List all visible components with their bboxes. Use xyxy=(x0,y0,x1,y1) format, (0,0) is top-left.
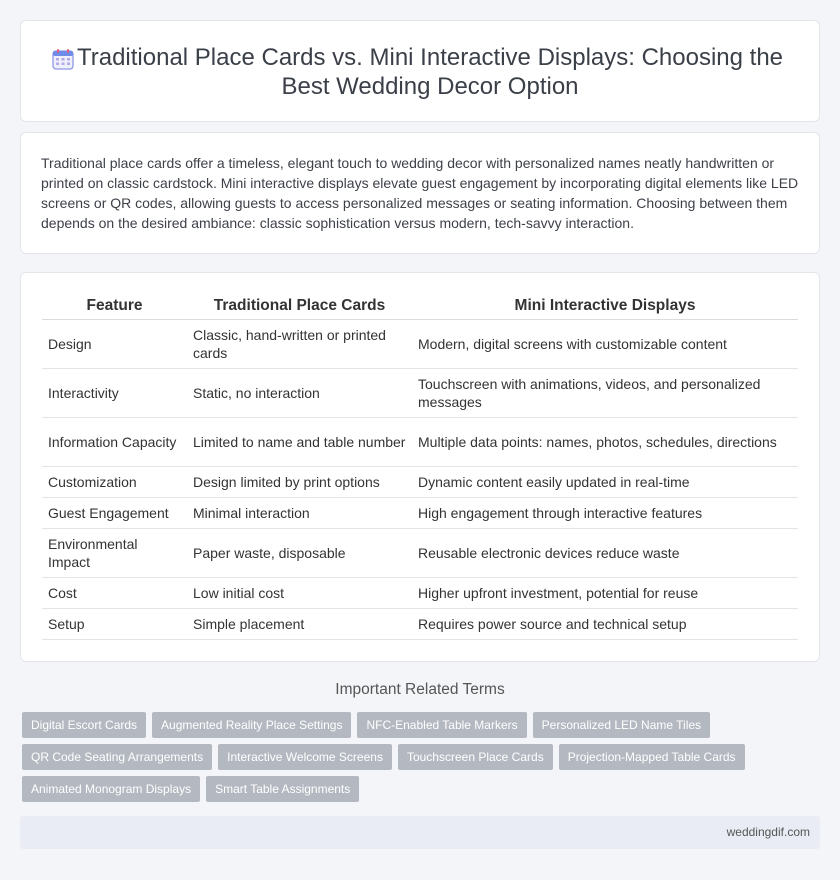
header-card xyxy=(20,20,820,122)
table-row xyxy=(42,368,798,417)
table-row xyxy=(42,417,798,466)
intro-paragraph: Traditional place cards offer a timeless, elegant touch to wedding decor with personalized names neatly handwritten or printed on classic cardstock. Mini interactive displays elevate guest engagement by incorporating digital elements like LED screens or QR codes, allowing guests to access personalized messages or seating information. Choosing between them depends on the desired ambiance: classic sophistication versus modern, tech-savvy interaction. xyxy=(41,155,799,231)
related-term-tag[interactable]: Personalized LED Name Tiles xyxy=(533,712,710,738)
table-cell: Design limited by print options xyxy=(187,466,412,497)
table-cell: Cost xyxy=(42,577,187,608)
site-credit[interactable]: weddingdif.com xyxy=(726,825,810,839)
table-cell: Interactivity xyxy=(42,368,187,417)
table-row xyxy=(42,608,798,639)
comparison-table xyxy=(42,295,798,640)
related-terms-list xyxy=(22,712,812,808)
footer xyxy=(20,816,820,849)
table-cell: Setup xyxy=(42,608,187,639)
table-cell: Design xyxy=(42,319,187,368)
table-cell: Simple placement xyxy=(187,608,412,639)
table-row xyxy=(42,577,798,608)
table-cell: Classic, hand-written or printed cards xyxy=(187,319,412,368)
related-terms-heading: Important Related Terms xyxy=(335,681,505,698)
column-header: Feature xyxy=(42,295,187,319)
table-cell: Reusable electronic devices reduce waste xyxy=(412,528,798,577)
table-cell: Static, no interaction xyxy=(187,368,412,417)
table-cell: High engagement through interactive features xyxy=(412,497,798,528)
table-cell: Customization xyxy=(42,466,187,497)
table-cell: Multiple data points: names, photos, schedules, directions xyxy=(412,417,798,466)
related-term-tag[interactable]: Smart Table Assignments xyxy=(206,776,359,802)
column-header: Mini Interactive Displays xyxy=(412,295,798,319)
table-cell: Information Capacity xyxy=(42,417,187,466)
table-cell: Higher upfront investment, potential for reuse xyxy=(412,577,798,608)
table-row xyxy=(42,528,798,577)
table-cell: Paper waste, disposable xyxy=(187,528,412,577)
table-cell: Dynamic content easily updated in real-time xyxy=(412,466,798,497)
table-cell: Touchscreen with animations, videos, and personalized messages xyxy=(412,368,798,417)
table-row xyxy=(42,466,798,497)
table-cell: Limited to name and table number xyxy=(187,417,412,466)
table-cell: Guest Engagement xyxy=(42,497,187,528)
related-term-tag[interactable]: Animated Monogram Displays xyxy=(22,776,200,802)
table-cell: Low initial cost xyxy=(187,577,412,608)
table-row xyxy=(42,497,798,528)
intro-card xyxy=(20,132,820,254)
related-term-tag[interactable]: Digital Escort Cards xyxy=(22,712,146,738)
table-cell: Minimal interaction xyxy=(187,497,412,528)
related-term-tag[interactable]: Touchscreen Place Cards xyxy=(398,744,553,770)
table-cell: Requires power source and technical setup xyxy=(412,608,798,639)
table-cell: Environmental Impact xyxy=(42,528,187,577)
related-term-tag[interactable]: Augmented Reality Place Settings xyxy=(152,712,351,738)
column-header: Traditional Place Cards xyxy=(187,295,412,319)
related-term-tag[interactable]: Interactive Welcome Screens xyxy=(218,744,392,770)
table-row xyxy=(42,319,798,368)
page-title: Traditional Place Cards vs. Mini Interactive Displays: Choosing the Best Wedding Decor Option xyxy=(76,44,784,100)
related-term-tag[interactable]: NFC-Enabled Table Markers xyxy=(357,712,526,738)
comparison-card xyxy=(20,272,820,662)
table-cell: Modern, digital screens with customizable content xyxy=(412,319,798,368)
related-term-tag[interactable]: QR Code Seating Arrangements xyxy=(22,744,212,770)
table-header-row xyxy=(42,295,798,319)
related-term-tag[interactable]: Projection-Mapped Table Cards xyxy=(559,744,745,770)
